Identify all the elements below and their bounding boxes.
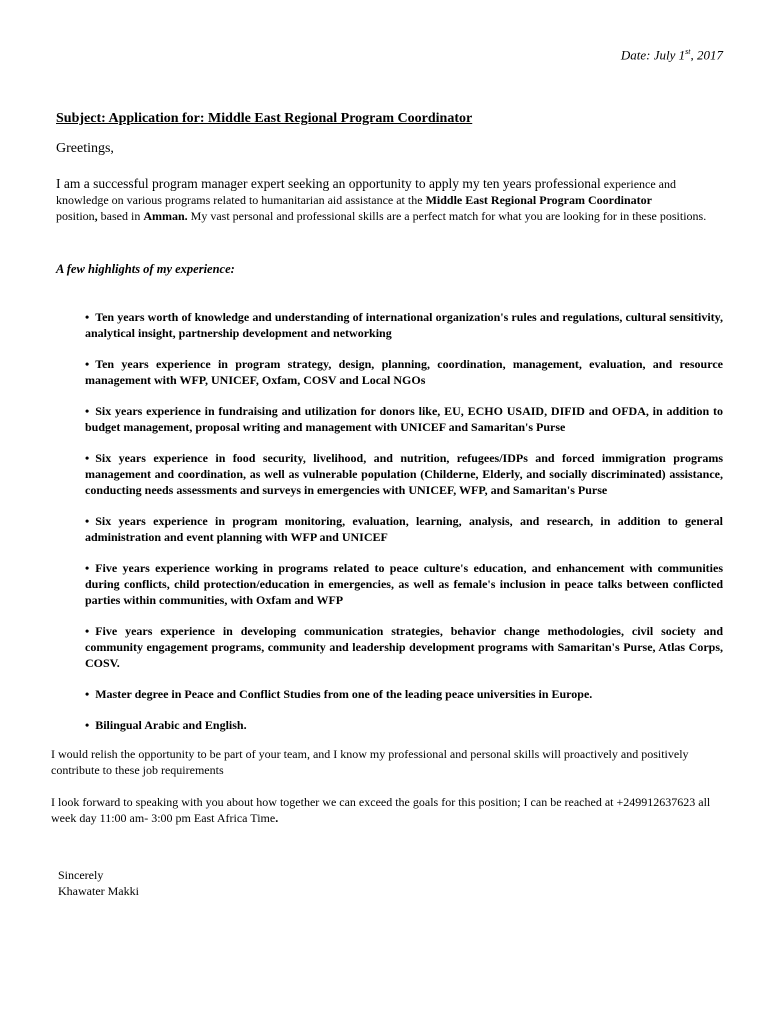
contact-paragraph: I look forward to speaking with you about how together we can exceed the goals for this position; I can be reached at +249912637623 all week day 11:00 am- 3:00 pm East Africa Time. (51, 795, 711, 825)
list-item: • Ten years experience in program strategy, design, planning, coordination, management, evaluation, and resource management with WFP, UNICEF, Oxfam, COSV and Local NGOs (85, 357, 723, 387)
bullet-icon: • (85, 451, 90, 465)
list-item: • Bilingual Arabic and English. (85, 718, 247, 732)
signer-name: Khawater Makki (58, 884, 139, 898)
subject-line: Subject: Application for: Middle East Regional Program Coordinator (56, 111, 473, 126)
list-item: • Six years experience in fundraising and utilization for donors like, EU, ECHO USAID, DIFID and OFDA, in addition to budget management, proposal writing and management with UNICEF and Samaritan's Purse (85, 404, 723, 434)
list-item: • Master degree in Peace and Conflict Studies from one of the leading peace universities in Europe. (85, 687, 593, 701)
bullet-icon: • (85, 718, 90, 732)
closing-paragraph: I would relish the opportunity to be part of your team, and I know my professional and personal skills will proactively and positively contribute to these job requirements (51, 747, 689, 777)
highlights-list (85, 309, 723, 748)
signature-block (58, 867, 139, 899)
bullet-icon: • (85, 624, 90, 638)
list-item: • Five years experience in developing communication strategies, behavior change methodologies, civil society and community engagement programs, community and leadership development programs with Samaritan's Purse, Atlas Corps, COSV. (85, 624, 723, 670)
list-item: • Six years experience in food security, livelihood, and nutrition, refugees/IDPs and forced immigration programs management and coordination, as well as vulnerable population (Childerne, Elderly, and socially discriminated) assistance, conducting needs assessments and surveys in emergencies with UNICEF, WFP, and Samaritan's Purse (85, 451, 723, 497)
highlights-heading: A few highlights of my experience: (56, 262, 235, 276)
bullet-icon: • (85, 561, 90, 575)
intro-paragraph: I am a successful program manager expert seeking an opportunity to apply my ten years professional experience and knowledge on various programs related to humanitarian aid assistance at the Middle East Regional Program Coordinator position, based in Amman. My vast personal and professional skills are a perfect match for what you are looking for in these positions. (56, 176, 707, 223)
bullet-icon: • (85, 404, 90, 418)
list-item: • Ten years worth of knowledge and understanding of international organization's rules and regulations, cultural sensitivity, analytical insight, partnership development and networking (85, 310, 723, 340)
list-item: • Five years experience working in programs related to peace culture's education, and enhancement with communities during conflicts, child protection/education in emergencies, as well as female's inclusion in peace talks between conflicted parties within communities, with Oxfam and WFP (85, 561, 723, 607)
bullet-icon: • (85, 310, 90, 324)
list-item: • Six years experience in program monitoring, evaluation, learning, analysis, and research, in addition to general administration and event planning with WFP and UNICEF (85, 514, 723, 544)
letter-date: Date: July 1st, 2017 (620, 47, 723, 63)
bullet-icon: • (85, 514, 90, 528)
signoff: Sincerely (58, 868, 104, 882)
bullet-icon: • (85, 687, 90, 701)
bullet-icon: • (85, 357, 90, 371)
greeting: Greetings, (56, 141, 114, 156)
